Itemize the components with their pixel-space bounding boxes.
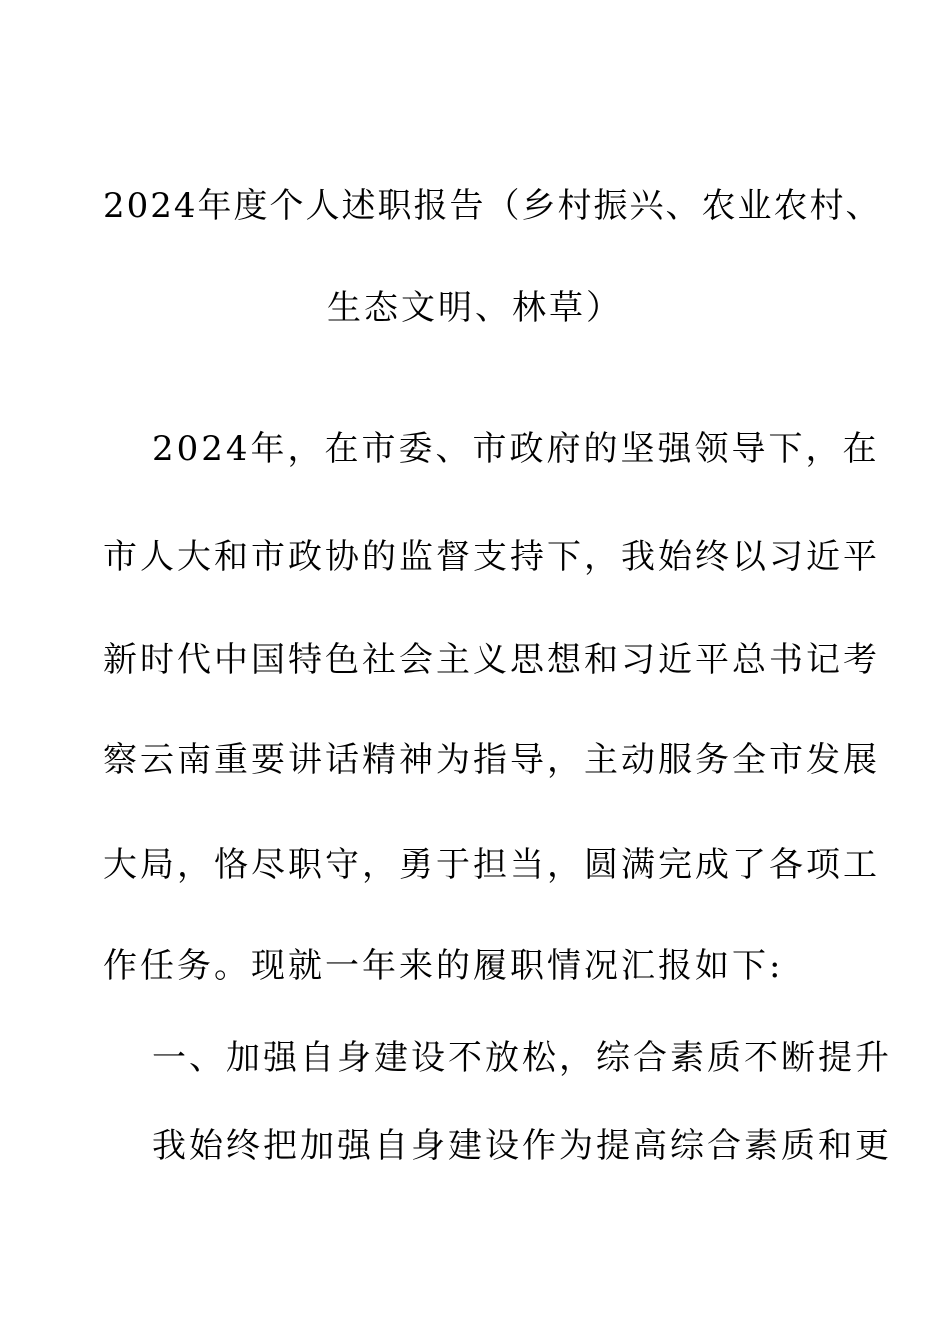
paragraph-line: 大局，恪尽职守，勇于担当，圆满完成了各项工	[103, 845, 880, 885]
paragraph-line: 新时代中国特色社会主义思想和习近平总书记考	[103, 640, 880, 680]
paragraph-line: 察云南重要讲话精神为指导，主动服务全市发展	[103, 740, 880, 780]
section-heading: 一、加强自身建设不放松，综合素质不断提升	[152, 1038, 892, 1078]
paragraph-line: 2024年，在市委、市政府的坚强领导下，在	[152, 429, 880, 469]
title-line-1: 2024年度个人述职报告（乡村振兴、农业农村、	[103, 186, 882, 226]
paragraph-line: 作任务。现就一年来的履职情况汇报如下:	[103, 946, 784, 986]
paragraph-line: 市人大和市政协的监督支持下，我始终以习近平	[103, 537, 880, 577]
paragraph-line: 我始终把加强自身建设作为提高综合素质和更	[152, 1126, 892, 1166]
title-line-2: 生态文明、林草）	[327, 288, 623, 328]
